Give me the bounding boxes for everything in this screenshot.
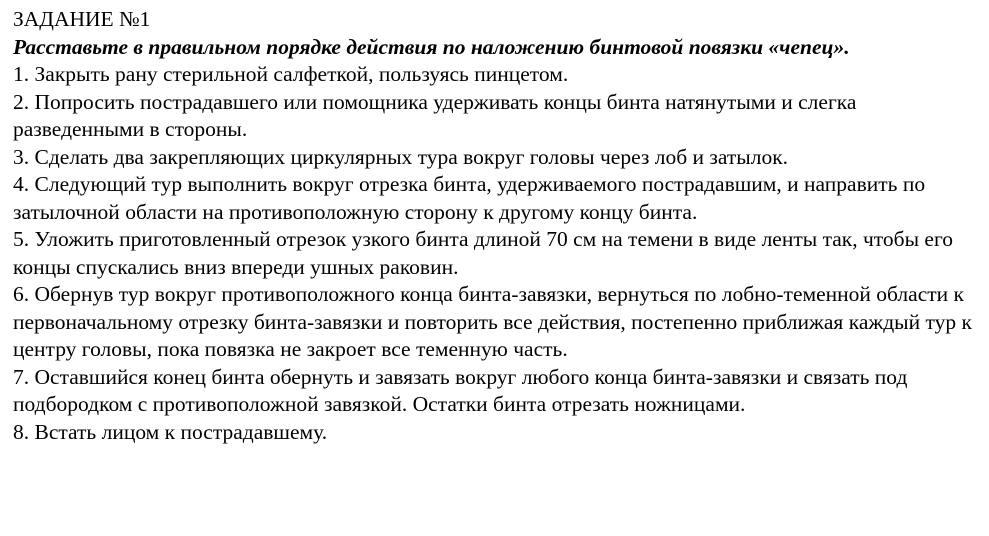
step-3: 3. Сделать два закрепляющих циркулярных тура вокруг головы через лоб и затылок. <box>13 144 789 169</box>
step-5: 5. Уложить приготовленный отрезок узкого бинта длиной 70 см на темени в виде ленты так, чтобы его концы спускались вниз впереди ушных раковин. <box>13 227 953 279</box>
step-1: 1. Закрыть рану стерильной салфеткой, пользуясь пинцетом. <box>13 62 569 86</box>
step-4: 4. Следующий тур выполнить вокруг отрезка бинта, удерживаемого пострадавшим, и направить по затылочной области на противоположную сторону к другому концу бинта. <box>13 172 926 224</box>
step-6: 6. Обернув тур вокруг противоположного конца бинта-завязки, вернуться по лобно-теменной области к первоначальному отрезку бинта-завязки и повторить все действия, постепенно приближая каждый тур к центру головы, пока повязка не закроет все теменную часть. <box>13 282 972 361</box>
task-title: ЗАДАНИЕ №1 <box>13 7 151 31</box>
step-7: 7. Оставшийся конец бинта обернуть и завязать вокруг любого конца бинта-завязки и связать под подбородком с противоположной завязкой. Остатки бинта отрезать ножницами. <box>13 364 908 416</box>
task-instruction: Расставьте в правильном порядке действия по наложению бинтовой повязки «чепец». <box>13 34 850 59</box>
step-8: 8. Встать лицом к пострадавшему. <box>13 419 328 444</box>
task-document <box>13 6 979 446</box>
step-2: 2. Попросить пострадавшего или помощника удерживать концы бинта натянутыми и слегка разведенными в стороны. <box>13 89 857 141</box>
